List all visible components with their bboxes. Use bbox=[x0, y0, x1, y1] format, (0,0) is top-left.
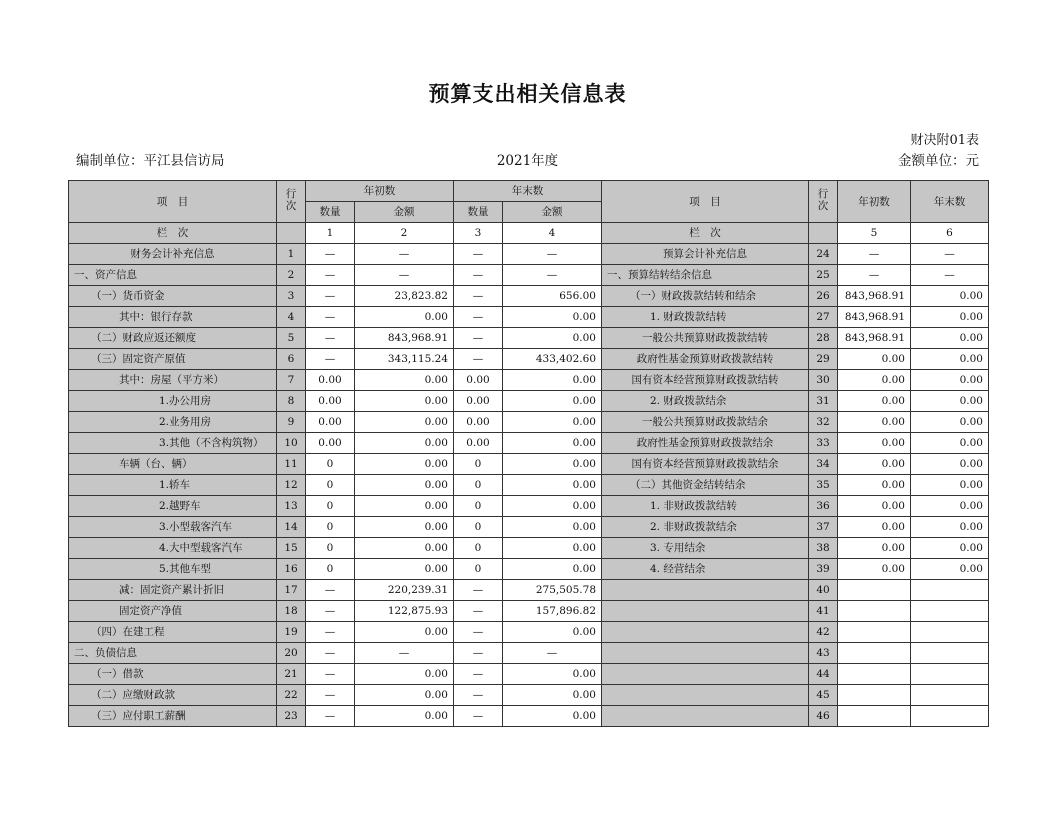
right-row-no: 44 bbox=[809, 664, 838, 685]
left-item: 固定资产净值 bbox=[69, 601, 277, 622]
right-item: 4. 经营结余 bbox=[602, 559, 809, 580]
end-amount: 0.00 bbox=[503, 433, 602, 454]
right-end-year bbox=[911, 706, 989, 727]
table-row bbox=[69, 643, 989, 664]
end-qty: — bbox=[454, 328, 503, 349]
right-end-year: 0.00 bbox=[911, 307, 989, 328]
left-item: 2.越野车 bbox=[69, 496, 277, 517]
header-begin-year-left: 年初数 bbox=[306, 181, 454, 202]
table-row bbox=[69, 538, 989, 559]
begin-qty: 0.00 bbox=[306, 412, 355, 433]
end-qty: 0 bbox=[454, 496, 503, 517]
right-begin-year bbox=[838, 685, 911, 706]
header-begin-year-right: 年初数 bbox=[838, 181, 911, 223]
begin-qty: — bbox=[306, 307, 355, 328]
right-begin-year: 843,968.91 bbox=[838, 286, 911, 307]
begin-amount: 0.00 bbox=[355, 622, 454, 643]
begin-qty: — bbox=[306, 706, 355, 727]
table-row bbox=[69, 664, 989, 685]
left-row-no: 9 bbox=[277, 412, 306, 433]
right-begin-year bbox=[838, 706, 911, 727]
right-begin-year: 0.00 bbox=[838, 454, 911, 475]
left-row-no: 7 bbox=[277, 370, 306, 391]
right-item: 2. 财政拨款结余 bbox=[602, 391, 809, 412]
end-qty: 0.00 bbox=[454, 433, 503, 454]
end-qty: — bbox=[454, 664, 503, 685]
header-amount-end: 金额 bbox=[503, 202, 602, 223]
begin-qty: — bbox=[306, 664, 355, 685]
end-amount: 275,505.78 bbox=[503, 580, 602, 601]
table-row bbox=[69, 601, 989, 622]
end-amount: 0.00 bbox=[503, 412, 602, 433]
col-number: 3 bbox=[454, 223, 503, 244]
left-row-no: 6 bbox=[277, 349, 306, 370]
begin-amount: 0.00 bbox=[355, 517, 454, 538]
right-item: 1. 非财政拨款结转 bbox=[602, 496, 809, 517]
begin-qty: — bbox=[306, 265, 355, 286]
col-label-right: 栏 次 bbox=[602, 223, 809, 244]
end-amount: — bbox=[503, 265, 602, 286]
right-begin-year: 843,968.91 bbox=[838, 307, 911, 328]
end-amount: 0.00 bbox=[503, 496, 602, 517]
right-end-year: 0.00 bbox=[911, 286, 989, 307]
right-end-year: 0.00 bbox=[911, 391, 989, 412]
header-end-year-left: 年末数 bbox=[454, 181, 602, 202]
left-row-no: 2 bbox=[277, 265, 306, 286]
right-item: 国有资本经营预算财政拨款结转 bbox=[602, 370, 809, 391]
table-row bbox=[69, 349, 989, 370]
left-row-no: 8 bbox=[277, 391, 306, 412]
begin-qty: 0.00 bbox=[306, 391, 355, 412]
right-row-no: 37 bbox=[809, 517, 838, 538]
end-qty: — bbox=[454, 706, 503, 727]
right-begin-year bbox=[838, 643, 911, 664]
end-amount: 157,896.82 bbox=[503, 601, 602, 622]
right-item: 一、预算结转结余信息 bbox=[602, 265, 809, 286]
report-title: 预算支出相关信息表 bbox=[428, 81, 627, 106]
left-item: 其中：银行存款 bbox=[69, 307, 277, 328]
left-item: （三）固定资产原值 bbox=[69, 349, 277, 370]
begin-amount: 122,875.93 bbox=[355, 601, 454, 622]
left-item: 3.其他（不含构筑物） bbox=[69, 433, 277, 454]
begin-amount: 0.00 bbox=[355, 433, 454, 454]
right-end-year: 0.00 bbox=[911, 349, 989, 370]
right-item: （二）其他资金结转结余 bbox=[602, 475, 809, 496]
left-item: 减：固定资产累计折旧 bbox=[69, 580, 277, 601]
end-amount: 0.00 bbox=[503, 622, 602, 643]
begin-qty: 0 bbox=[306, 538, 355, 559]
left-row-no: 3 bbox=[277, 286, 306, 307]
right-end-year: — bbox=[911, 265, 989, 286]
begin-amount: 0.00 bbox=[355, 475, 454, 496]
left-item: 二、负债信息 bbox=[69, 643, 277, 664]
begin-qty: 0 bbox=[306, 517, 355, 538]
right-end-year: 0.00 bbox=[911, 475, 989, 496]
begin-amount: 0.00 bbox=[355, 454, 454, 475]
table-body bbox=[69, 244, 989, 727]
table-row bbox=[69, 433, 989, 454]
left-item: （二）财政应返还额度 bbox=[69, 328, 277, 349]
table-row bbox=[69, 454, 989, 475]
right-row-no: 40 bbox=[809, 580, 838, 601]
right-row-no: 36 bbox=[809, 496, 838, 517]
budget-expenditure-table bbox=[68, 180, 989, 727]
left-item: 2.业务用房 bbox=[69, 412, 277, 433]
left-row-no: 10 bbox=[277, 433, 306, 454]
end-qty: 0 bbox=[454, 517, 503, 538]
right-begin-year bbox=[838, 664, 911, 685]
begin-amount: 0.00 bbox=[355, 664, 454, 685]
right-row-no: 43 bbox=[809, 643, 838, 664]
begin-amount: 0.00 bbox=[355, 496, 454, 517]
right-item bbox=[602, 601, 809, 622]
col-number: 5 bbox=[838, 223, 911, 244]
begin-qty: 0 bbox=[306, 559, 355, 580]
right-item: 一般公共预算财政拨款结转 bbox=[602, 328, 809, 349]
left-row-no: 5 bbox=[277, 328, 306, 349]
left-row-no: 17 bbox=[277, 580, 306, 601]
end-qty: — bbox=[454, 307, 503, 328]
right-item: 国有资本经营预算财政拨款结余 bbox=[602, 454, 809, 475]
right-begin-year: 0.00 bbox=[838, 559, 911, 580]
left-row-no: 14 bbox=[277, 517, 306, 538]
right-item: 政府性基金预算财政拨款结余 bbox=[602, 433, 809, 454]
right-begin-year bbox=[838, 580, 911, 601]
right-row-no: 35 bbox=[809, 475, 838, 496]
right-end-year: 0.00 bbox=[911, 517, 989, 538]
begin-amount: 843,968.91 bbox=[355, 328, 454, 349]
left-row-no: 13 bbox=[277, 496, 306, 517]
right-row-no: 27 bbox=[809, 307, 838, 328]
fiscal-year: 2021年度 bbox=[496, 153, 559, 169]
col-number: 6 bbox=[911, 223, 989, 244]
right-end-year bbox=[911, 580, 989, 601]
end-amount: 0.00 bbox=[503, 475, 602, 496]
col-label-left: 栏 次 bbox=[69, 223, 277, 244]
right-item bbox=[602, 622, 809, 643]
end-amount: 0.00 bbox=[503, 538, 602, 559]
right-row-no: 41 bbox=[809, 601, 838, 622]
right-item: 预算会计补充信息 bbox=[602, 244, 809, 265]
end-qty: — bbox=[454, 349, 503, 370]
right-row-no: 39 bbox=[809, 559, 838, 580]
table-row bbox=[69, 265, 989, 286]
left-item: （四）在建工程 bbox=[69, 622, 277, 643]
end-amount: 0.00 bbox=[503, 370, 602, 391]
right-end-year: 0.00 bbox=[911, 454, 989, 475]
form-number: 财决附01表 bbox=[910, 133, 979, 148]
end-qty: 0.00 bbox=[454, 391, 503, 412]
right-row-no: 30 bbox=[809, 370, 838, 391]
left-row-no: 1 bbox=[277, 244, 306, 265]
right-begin-year: 0.00 bbox=[838, 475, 911, 496]
header-end-year-right: 年末数 bbox=[911, 181, 989, 223]
right-begin-year: 0.00 bbox=[838, 412, 911, 433]
right-row-no: 24 bbox=[809, 244, 838, 265]
right-end-year: — bbox=[911, 244, 989, 265]
right-end-year: 0.00 bbox=[911, 538, 989, 559]
right-item: 一般公共预算财政拨款结余 bbox=[602, 412, 809, 433]
left-item: 一、资产信息 bbox=[69, 265, 277, 286]
left-item: （二）应缴财政款 bbox=[69, 685, 277, 706]
left-row-no: 11 bbox=[277, 454, 306, 475]
end-amount: 0.00 bbox=[503, 328, 602, 349]
right-item bbox=[602, 664, 809, 685]
table-row bbox=[69, 244, 989, 265]
right-row-no: 45 bbox=[809, 685, 838, 706]
begin-qty: — bbox=[306, 622, 355, 643]
right-item: 政府性基金预算财政拨款结转 bbox=[602, 349, 809, 370]
begin-qty: — bbox=[306, 601, 355, 622]
left-row-no: 15 bbox=[277, 538, 306, 559]
begin-qty: — bbox=[306, 286, 355, 307]
right-end-year: 0.00 bbox=[911, 412, 989, 433]
left-row-no: 18 bbox=[277, 601, 306, 622]
begin-qty: — bbox=[306, 328, 355, 349]
begin-amount: 0.00 bbox=[355, 685, 454, 706]
end-qty: 0 bbox=[454, 538, 503, 559]
right-begin-year: 843,968.91 bbox=[838, 328, 911, 349]
right-begin-year: 0.00 bbox=[838, 349, 911, 370]
right-begin-year: 0.00 bbox=[838, 370, 911, 391]
begin-qty: — bbox=[306, 580, 355, 601]
begin-amount: 220,239.31 bbox=[355, 580, 454, 601]
table-row bbox=[69, 475, 989, 496]
end-amount: 0.00 bbox=[503, 391, 602, 412]
left-item: 车辆（台、辆） bbox=[69, 454, 277, 475]
header-row-no-left: 行次 bbox=[277, 181, 306, 223]
begin-amount: — bbox=[355, 265, 454, 286]
right-row-no: 46 bbox=[809, 706, 838, 727]
begin-qty: — bbox=[306, 349, 355, 370]
right-row-no: 33 bbox=[809, 433, 838, 454]
end-qty: — bbox=[454, 580, 503, 601]
begin-qty: — bbox=[306, 685, 355, 706]
end-amount: 656.00 bbox=[503, 286, 602, 307]
begin-qty: — bbox=[306, 244, 355, 265]
right-end-year: 0.00 bbox=[911, 559, 989, 580]
right-end-year: 0.00 bbox=[911, 496, 989, 517]
right-row-no: 26 bbox=[809, 286, 838, 307]
right-end-year bbox=[911, 643, 989, 664]
end-amount: — bbox=[503, 244, 602, 265]
begin-amount: 343,115.24 bbox=[355, 349, 454, 370]
left-row-no: 23 bbox=[277, 706, 306, 727]
right-row-no: 28 bbox=[809, 328, 838, 349]
end-qty: — bbox=[454, 622, 503, 643]
left-row-no: 4 bbox=[277, 307, 306, 328]
end-qty: 0.00 bbox=[454, 370, 503, 391]
col-number: 1 bbox=[306, 223, 355, 244]
right-row-no: 38 bbox=[809, 538, 838, 559]
left-row-no: 19 bbox=[277, 622, 306, 643]
header-qty-end: 数量 bbox=[454, 202, 503, 223]
header-qty-begin: 数量 bbox=[306, 202, 355, 223]
right-begin-year: 0.00 bbox=[838, 391, 911, 412]
left-item: 1.轿车 bbox=[69, 475, 277, 496]
end-amount: — bbox=[503, 643, 602, 664]
begin-amount: 0.00 bbox=[355, 559, 454, 580]
end-qty: — bbox=[454, 685, 503, 706]
left-row-no: 21 bbox=[277, 664, 306, 685]
left-row-no: 12 bbox=[277, 475, 306, 496]
right-end-year: 0.00 bbox=[911, 370, 989, 391]
table-row bbox=[69, 370, 989, 391]
right-end-year: 0.00 bbox=[911, 433, 989, 454]
begin-qty: 0 bbox=[306, 475, 355, 496]
right-begin-year bbox=[838, 601, 911, 622]
right-end-year bbox=[911, 685, 989, 706]
begin-qty: — bbox=[306, 643, 355, 664]
table-row bbox=[69, 391, 989, 412]
end-qty: 0.00 bbox=[454, 412, 503, 433]
begin-amount: — bbox=[355, 643, 454, 664]
right-begin-year bbox=[838, 622, 911, 643]
right-item: 1. 财政拨款结转 bbox=[602, 307, 809, 328]
right-end-year: 0.00 bbox=[911, 328, 989, 349]
end-qty: 0 bbox=[454, 559, 503, 580]
left-item: 其中：房屋（平方米） bbox=[69, 370, 277, 391]
table-row bbox=[69, 286, 989, 307]
right-begin-year: 0.00 bbox=[838, 538, 911, 559]
begin-amount: 0.00 bbox=[355, 307, 454, 328]
left-item: 3.小型载客汽车 bbox=[69, 517, 277, 538]
end-qty: — bbox=[454, 265, 503, 286]
begin-amount: 23,823.82 bbox=[355, 286, 454, 307]
end-qty: 0 bbox=[454, 454, 503, 475]
begin-amount: 0.00 bbox=[355, 391, 454, 412]
left-item: （一）货币资金 bbox=[69, 286, 277, 307]
header-item-right: 项 目 bbox=[602, 181, 809, 223]
table-row bbox=[69, 580, 989, 601]
left-item: 1.办公用房 bbox=[69, 391, 277, 412]
begin-amount: — bbox=[355, 244, 454, 265]
table-row bbox=[69, 706, 989, 727]
begin-amount: 0.00 bbox=[355, 706, 454, 727]
begin-amount: 0.00 bbox=[355, 412, 454, 433]
begin-amount: 0.00 bbox=[355, 538, 454, 559]
right-begin-year: 0.00 bbox=[838, 517, 911, 538]
table-row bbox=[69, 328, 989, 349]
end-amount: 0.00 bbox=[503, 454, 602, 475]
right-row-no: 29 bbox=[809, 349, 838, 370]
left-item: 4.大中型载客汽车 bbox=[69, 538, 277, 559]
end-amount: 0.00 bbox=[503, 517, 602, 538]
begin-qty: 0.00 bbox=[306, 370, 355, 391]
table-row bbox=[69, 412, 989, 433]
right-item: 2. 非财政拨款结余 bbox=[602, 517, 809, 538]
right-item bbox=[602, 643, 809, 664]
left-item: （一）借款 bbox=[69, 664, 277, 685]
left-item: 财务会计补充信息 bbox=[69, 244, 277, 265]
right-row-no: 25 bbox=[809, 265, 838, 286]
table-row bbox=[69, 517, 989, 538]
left-row-no: 20 bbox=[277, 643, 306, 664]
right-row-no: 42 bbox=[809, 622, 838, 643]
end-qty: — bbox=[454, 601, 503, 622]
col-label-blank-left bbox=[277, 223, 306, 244]
right-item: 3. 专用结余 bbox=[602, 538, 809, 559]
right-item bbox=[602, 685, 809, 706]
currency-unit: 金额单位：元 bbox=[898, 153, 979, 169]
table-row bbox=[69, 685, 989, 706]
right-begin-year: 0.00 bbox=[838, 433, 911, 454]
right-begin-year: 0.00 bbox=[838, 496, 911, 517]
header-amount-begin: 金额 bbox=[355, 202, 454, 223]
right-begin-year: — bbox=[838, 265, 911, 286]
left-row-no: 22 bbox=[277, 685, 306, 706]
right-row-no: 31 bbox=[809, 391, 838, 412]
end-qty: — bbox=[454, 244, 503, 265]
table-row bbox=[69, 307, 989, 328]
end-qty: 0 bbox=[454, 475, 503, 496]
end-qty: — bbox=[454, 643, 503, 664]
left-item: （三）应付职工薪酬 bbox=[69, 706, 277, 727]
right-item bbox=[602, 706, 809, 727]
end-amount: 0.00 bbox=[503, 307, 602, 328]
header-row-no-right: 行次 bbox=[809, 181, 838, 223]
end-amount: 0.00 bbox=[503, 706, 602, 727]
right-item bbox=[602, 580, 809, 601]
end-amount: 0.00 bbox=[503, 664, 602, 685]
col-number: 4 bbox=[503, 223, 602, 244]
left-item: 5.其他车型 bbox=[69, 559, 277, 580]
right-item: （一）财政拨款结转和结余 bbox=[602, 286, 809, 307]
right-end-year bbox=[911, 601, 989, 622]
table-row bbox=[69, 622, 989, 643]
end-amount: 0.00 bbox=[503, 685, 602, 706]
begin-qty: 0.00 bbox=[306, 433, 355, 454]
begin-qty: 0 bbox=[306, 454, 355, 475]
end-amount: 0.00 bbox=[503, 559, 602, 580]
col-label-blank-right bbox=[809, 223, 838, 244]
end-qty: — bbox=[454, 286, 503, 307]
right-begin-year: — bbox=[838, 244, 911, 265]
begin-qty: 0 bbox=[306, 496, 355, 517]
right-row-no: 32 bbox=[809, 412, 838, 433]
col-number: 2 bbox=[355, 223, 454, 244]
right-row-no: 34 bbox=[809, 454, 838, 475]
header-item-left: 项 目 bbox=[69, 181, 277, 223]
end-amount: 433,402.60 bbox=[503, 349, 602, 370]
begin-amount: 0.00 bbox=[355, 370, 454, 391]
left-row-no: 16 bbox=[277, 559, 306, 580]
table-row bbox=[69, 559, 989, 580]
table-row bbox=[69, 496, 989, 517]
right-end-year bbox=[911, 622, 989, 643]
right-end-year bbox=[911, 664, 989, 685]
reporting-unit: 编制单位：平江县信访局 bbox=[76, 153, 225, 169]
